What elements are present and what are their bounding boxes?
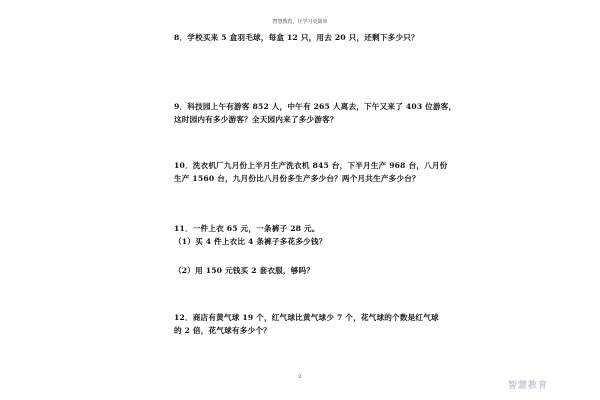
- watermark: 智慧教育: [508, 381, 549, 391]
- question-11: [174, 222, 434, 248]
- question-8: [174, 31, 434, 44]
- question-12: [174, 311, 439, 337]
- question-line: 生产 1560 台，九月份比八月份多生产多少台？两个月共生产多少台？: [174, 174, 420, 183]
- question-line: 10．洗衣机厂九月份上半月生产洗衣机 845 台，下半月生产 968 台，八月份: [174, 161, 448, 170]
- question-line: 8．学校买来 5 盒羽毛球，每盒 12 只，用去 20 只，还剩下多少只？: [174, 33, 419, 42]
- question-line: 这时园内有多少游客？全天园内来了多少游客？: [174, 115, 338, 124]
- question-line: （2）用 150 元钱买 2 套衣服，够吗？: [174, 266, 315, 275]
- question-10: [174, 159, 448, 185]
- question-line: 9．科技园上午有游客 852 人，中午有 265 人离去，下午又来了 403 位游客，: [174, 102, 457, 111]
- question-11-part-2: [174, 264, 434, 277]
- question-line: （1）买 4 件上衣比 4 条裤子多花多少钱？: [174, 237, 327, 246]
- question-line: 的 2 倍，花气球有多少个？: [174, 326, 271, 335]
- page-number: 3: [298, 374, 302, 380]
- question-line: 11．一件上衣 65 元，一条裤子 28 元。: [174, 224, 320, 233]
- page-header: 智慧教育，让学习更简单: [272, 19, 328, 25]
- question-line: 12．商店有黄气球 19 个，红气球比黄气球少 7 个，花气球的个数是红气球: [174, 313, 439, 322]
- question-9: [174, 100, 457, 126]
